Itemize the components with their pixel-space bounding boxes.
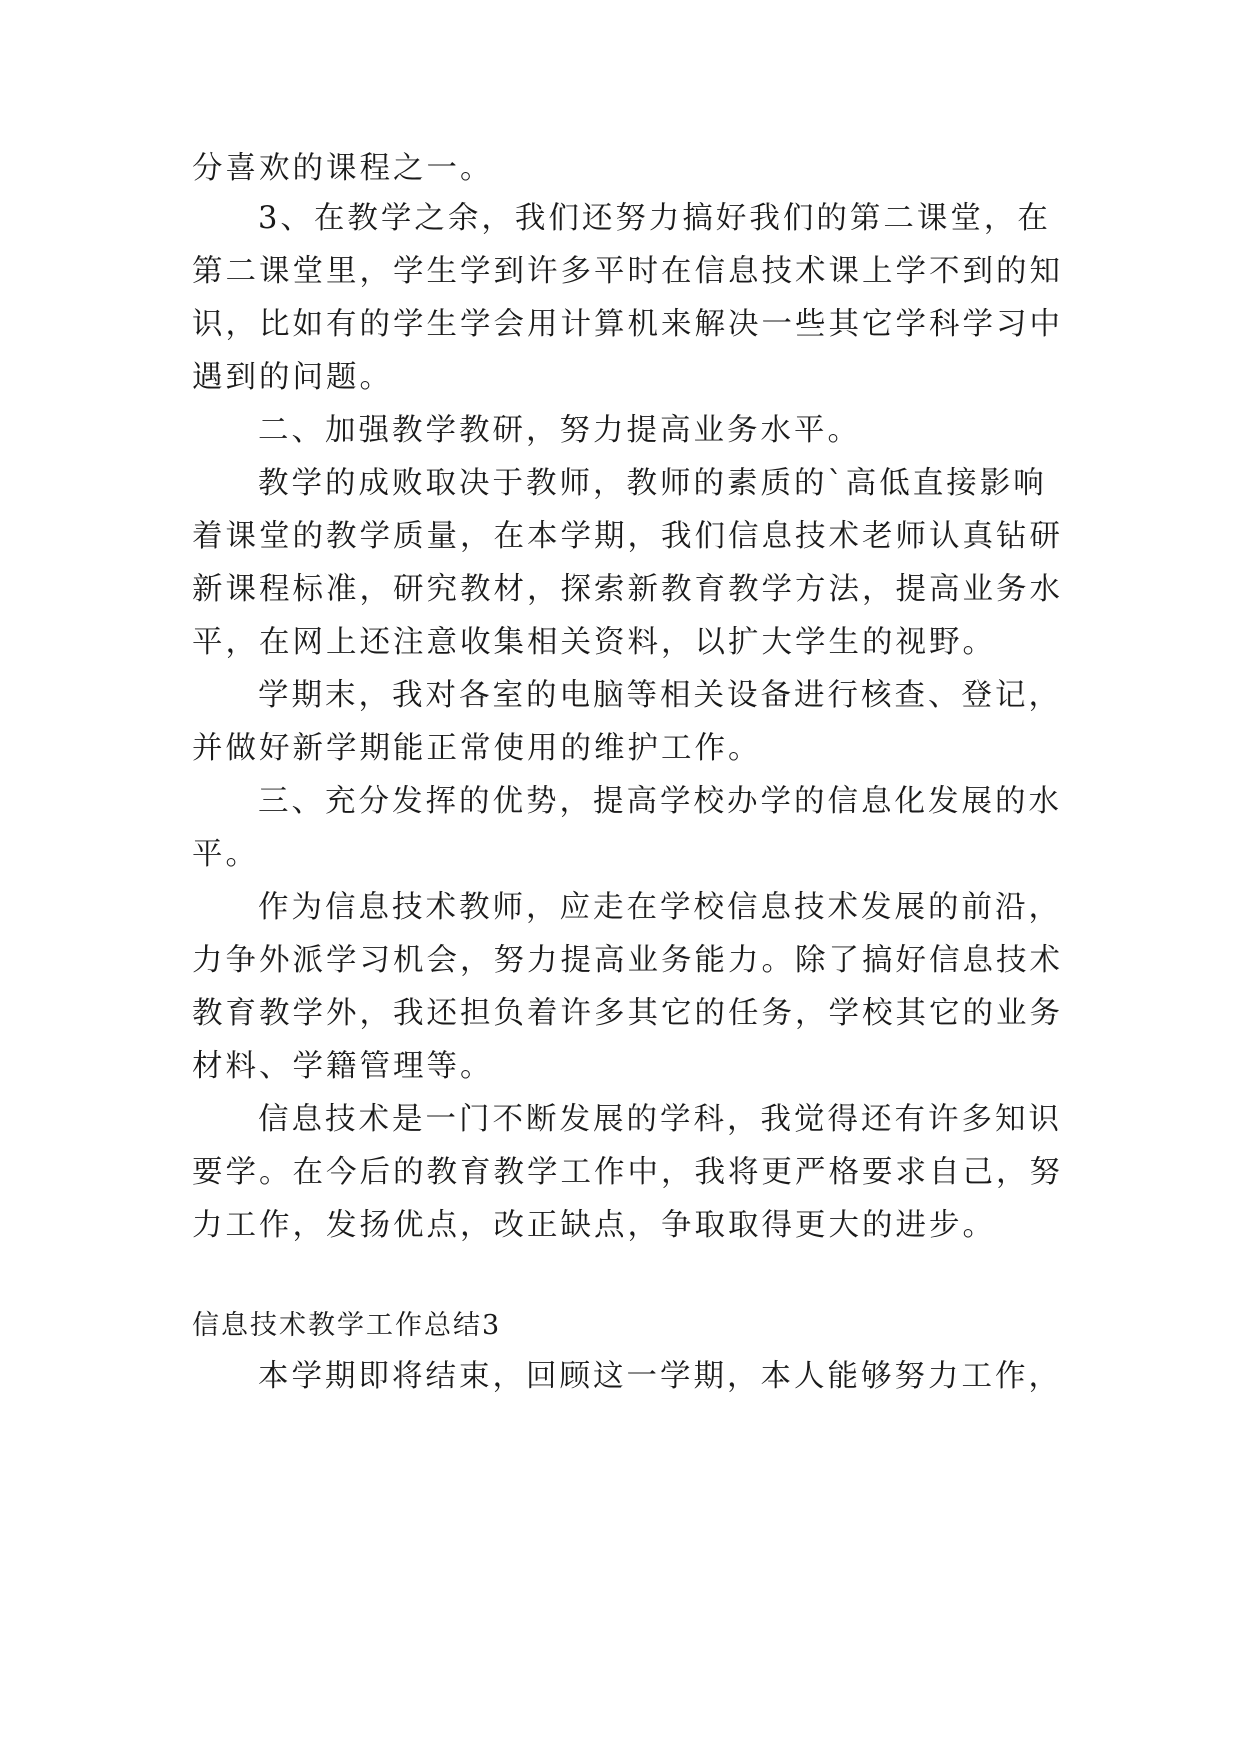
- paragraph-line: 学期末，我对各室的电脑等相关设备进行核查、登记，: [258, 678, 1062, 713]
- paragraph-line: 力工作，发扬优点，改正缺点，争取取得更大的进步。: [192, 1208, 996, 1243]
- paragraph-line: 3、在教学之余，我们还努力搞好我们的第二课堂，在: [258, 201, 1051, 236]
- paragraph-line: 分喜欢的课程之一。: [192, 151, 494, 186]
- paragraph-line: 教育教学外，我还担负着许多其它的任务，学校其它的业务: [192, 996, 1063, 1031]
- paragraph-line: 信息技术是一门不断发展的学科，我觉得还有许多知识: [258, 1102, 1062, 1137]
- paragraph-line: 力争外派学习机会，努力提高业务能力。除了搞好信息技术: [192, 943, 1063, 978]
- paragraph-line: 着课堂的教学质量，在本学期，我们信息技术老师认真钻研: [192, 519, 1063, 554]
- paragraph-line: 新课程标准，研究教材，探索新教育教学方法，提高业务水: [192, 572, 1063, 607]
- paragraph-line: 要学。在今后的教育教学工作中，我将更严格要求自己，努: [192, 1155, 1063, 1190]
- paragraph-line: 第二课堂里，学生学到许多平时在信息技术课上学不到的知: [192, 254, 1063, 289]
- paragraph-line: 作为信息技术教师，应走在学校信息技术发展的前沿，: [258, 890, 1062, 925]
- paragraph-line: 识，比如有的学生学会用计算机来解决一些其它学科学习中: [192, 307, 1063, 342]
- paragraph-line: 平，在网上还注意收集相关资料，以扩大学生的视野。: [192, 625, 996, 660]
- section-heading: 三、充分发挥的优势，提高学校办学的信息化发展的水: [258, 784, 1062, 819]
- paragraph-line: 遇到的问题。: [192, 360, 393, 395]
- paragraph-line: 材料、学籍管理等。: [192, 1049, 494, 1084]
- paragraph-line: 本学期即将结束，回顾这一学期，本人能够努力工作，: [258, 1359, 1062, 1394]
- section-heading: 二、加强教学教研，努力提高业务水平。: [258, 413, 861, 448]
- paragraph-line: 平。: [192, 837, 259, 872]
- document-title: 信息技术教学工作总结3: [192, 1310, 502, 1341]
- paragraph-line: 并做好新学期能正常使用的维护工作。: [192, 731, 762, 766]
- paragraph-line: 教学的成败取决于教师，教师的素质的`高低直接影响: [258, 466, 1047, 501]
